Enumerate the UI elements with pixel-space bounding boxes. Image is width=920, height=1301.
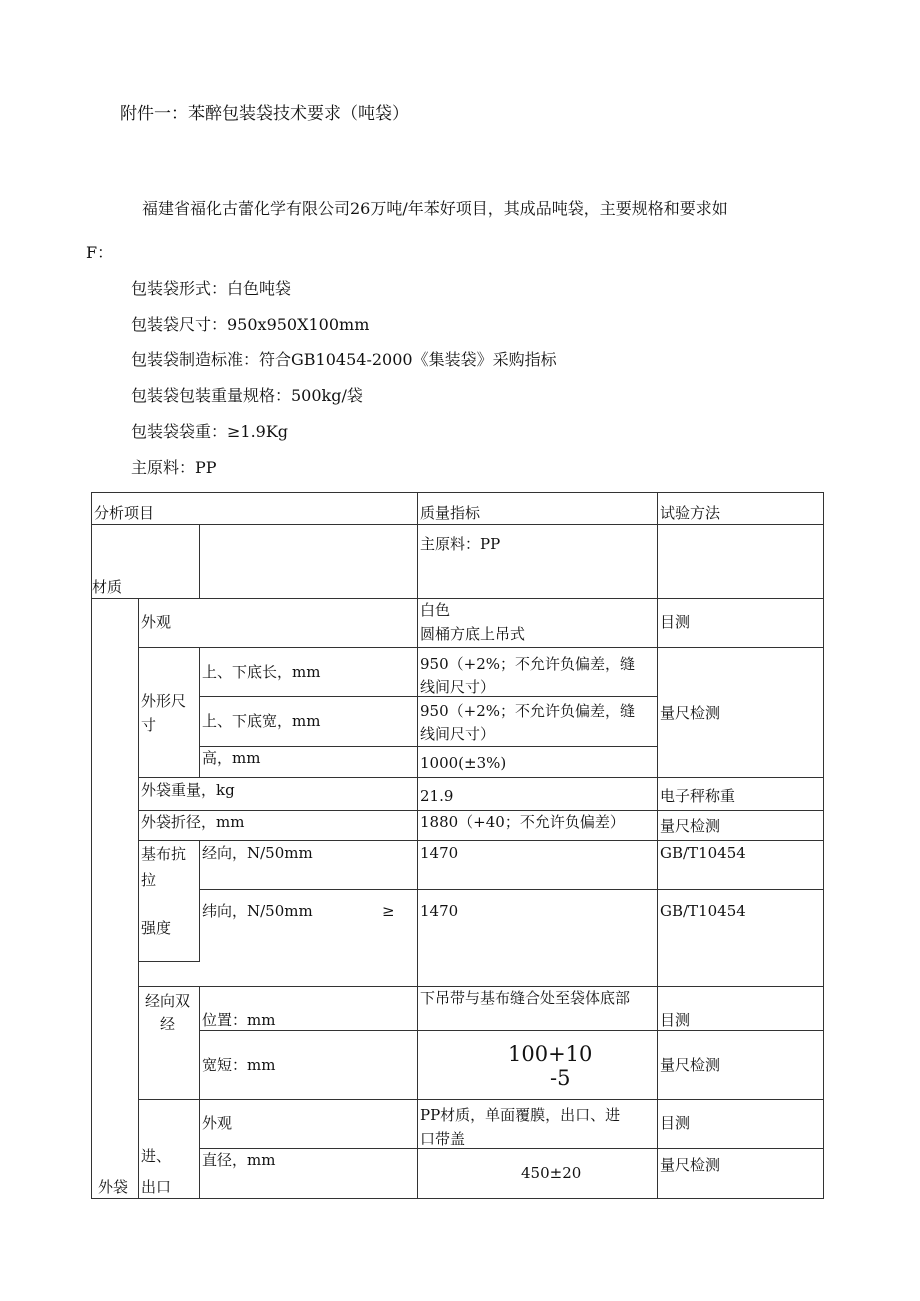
weft-method: GB/T10454 bbox=[660, 902, 746, 920]
header-item: 分析项目 bbox=[94, 504, 155, 522]
position-method: 目测 bbox=[660, 1011, 691, 1029]
io-diameter-label: 直径，mm bbox=[202, 1151, 276, 1169]
io-diameter-quality: 450±20 bbox=[521, 1164, 582, 1182]
appearance-method: 目测 bbox=[660, 613, 691, 631]
dw-width-quality-2: -5 bbox=[550, 1066, 571, 1090]
dw-width-method: 量尺检测 bbox=[660, 1056, 721, 1074]
spec-standard: 包装袋制造标准：符合GB10454-2000《集装袋》采购指标 bbox=[131, 350, 557, 369]
fold-quality: 1880（+40；不允许负偏差） bbox=[420, 813, 625, 831]
weight-label: 外袋重量，kg bbox=[141, 781, 235, 799]
io-appearance-quality-1: PP材质，单面覆膜，出口、进 bbox=[420, 1106, 621, 1124]
inlet-outlet-label-1: 进、 bbox=[141, 1147, 172, 1165]
width-label: 上、下底宽，mm bbox=[202, 712, 321, 730]
material-quality: 主原料：PP bbox=[420, 535, 501, 553]
io-appearance-method: 目测 bbox=[660, 1114, 691, 1132]
tensile-label-2: 拉 bbox=[141, 871, 157, 889]
intro-line-2: F： bbox=[86, 243, 114, 262]
tensile-label-3: 强度 bbox=[141, 919, 172, 937]
warp-quality: 1470 bbox=[420, 844, 459, 862]
appearance-quality-2: 圆桶方底上吊式 bbox=[420, 625, 526, 643]
spec-weight: 包装袋包装重量规格：500kg/袋 bbox=[131, 386, 363, 405]
length-label: 上、下底长，mm bbox=[202, 663, 321, 681]
fold-label: 外袋折径，mm bbox=[141, 813, 245, 831]
io-appearance-quality-2: 口带盖 bbox=[420, 1130, 466, 1147]
inlet-outlet-label-2: 出口 bbox=[141, 1178, 172, 1196]
shape-label-2: 寸 bbox=[141, 716, 157, 734]
header-quality: 质量指标 bbox=[420, 504, 481, 522]
spec-bag-size: 包装袋尺寸：950x950X100mm bbox=[131, 315, 370, 334]
header-method: 试验方法 bbox=[660, 504, 721, 522]
io-diameter-method: 量尺检测 bbox=[660, 1156, 721, 1174]
shape-label-1: 外形尺 bbox=[141, 692, 187, 710]
fold-method: 量尺检测 bbox=[660, 817, 721, 835]
weft-label: 纬向，N/50mm bbox=[202, 902, 313, 920]
position-quality: 下吊带与基布缝合处至袋体底部 bbox=[420, 989, 631, 1007]
double-warp-label-1: 经向双 bbox=[145, 992, 191, 1010]
height-label: 高，mm bbox=[202, 749, 261, 767]
position-label: 位置：mm bbox=[202, 1011, 276, 1029]
warp-label: 经向，N/50mm bbox=[202, 844, 313, 862]
spec-bag-type: 包装袋形式：白色吨袋 bbox=[131, 279, 292, 298]
warp-method: GB/T10454 bbox=[660, 844, 746, 862]
appearance-label: 外观 bbox=[141, 613, 172, 631]
document-heading: 附件一：苯醉包装袋技术要求（吨袋） bbox=[120, 104, 409, 124]
material-label: 材质 bbox=[92, 578, 123, 596]
weight-method: 电子秤称重 bbox=[660, 787, 736, 805]
intro-line-1: 福建省福化古蕾化学有限公司26万吨/年苯好项目，其成品吨袋，主要规格和要求如 bbox=[142, 199, 728, 218]
io-appearance-label: 外观 bbox=[202, 1114, 233, 1132]
width-quality-2: 线间尺寸） bbox=[420, 725, 496, 743]
double-warp-label-2: 经 bbox=[160, 1015, 176, 1033]
width-quality-1: 950（+2%；不允许负偏差，缝 bbox=[420, 702, 635, 720]
length-quality-2: 线间尺寸） bbox=[420, 678, 496, 695]
weight-quality: 21.9 bbox=[420, 787, 454, 805]
length-quality-1: 950（+2%；不允许负偏差，缝 bbox=[420, 655, 635, 673]
spec-material: 主原料：PP bbox=[131, 458, 217, 477]
dw-width-quality-1: 100+10 bbox=[508, 1042, 593, 1066]
weft-symbol: ≥ bbox=[382, 902, 395, 920]
height-quality: 1000(±3%) bbox=[420, 754, 507, 772]
tensile-label-1: 基布抗 bbox=[141, 845, 187, 863]
appearance-quality-1: 白色 bbox=[420, 601, 451, 619]
dw-width-label: 宽短：mm bbox=[202, 1056, 276, 1074]
spec-bag-weight: 包装袋袋重：≥1.9Kg bbox=[131, 422, 289, 441]
shape-method: 量尺检测 bbox=[660, 704, 721, 722]
outer-bag-label: 外袋 bbox=[98, 1178, 129, 1196]
weft-quality: 1470 bbox=[420, 902, 459, 920]
